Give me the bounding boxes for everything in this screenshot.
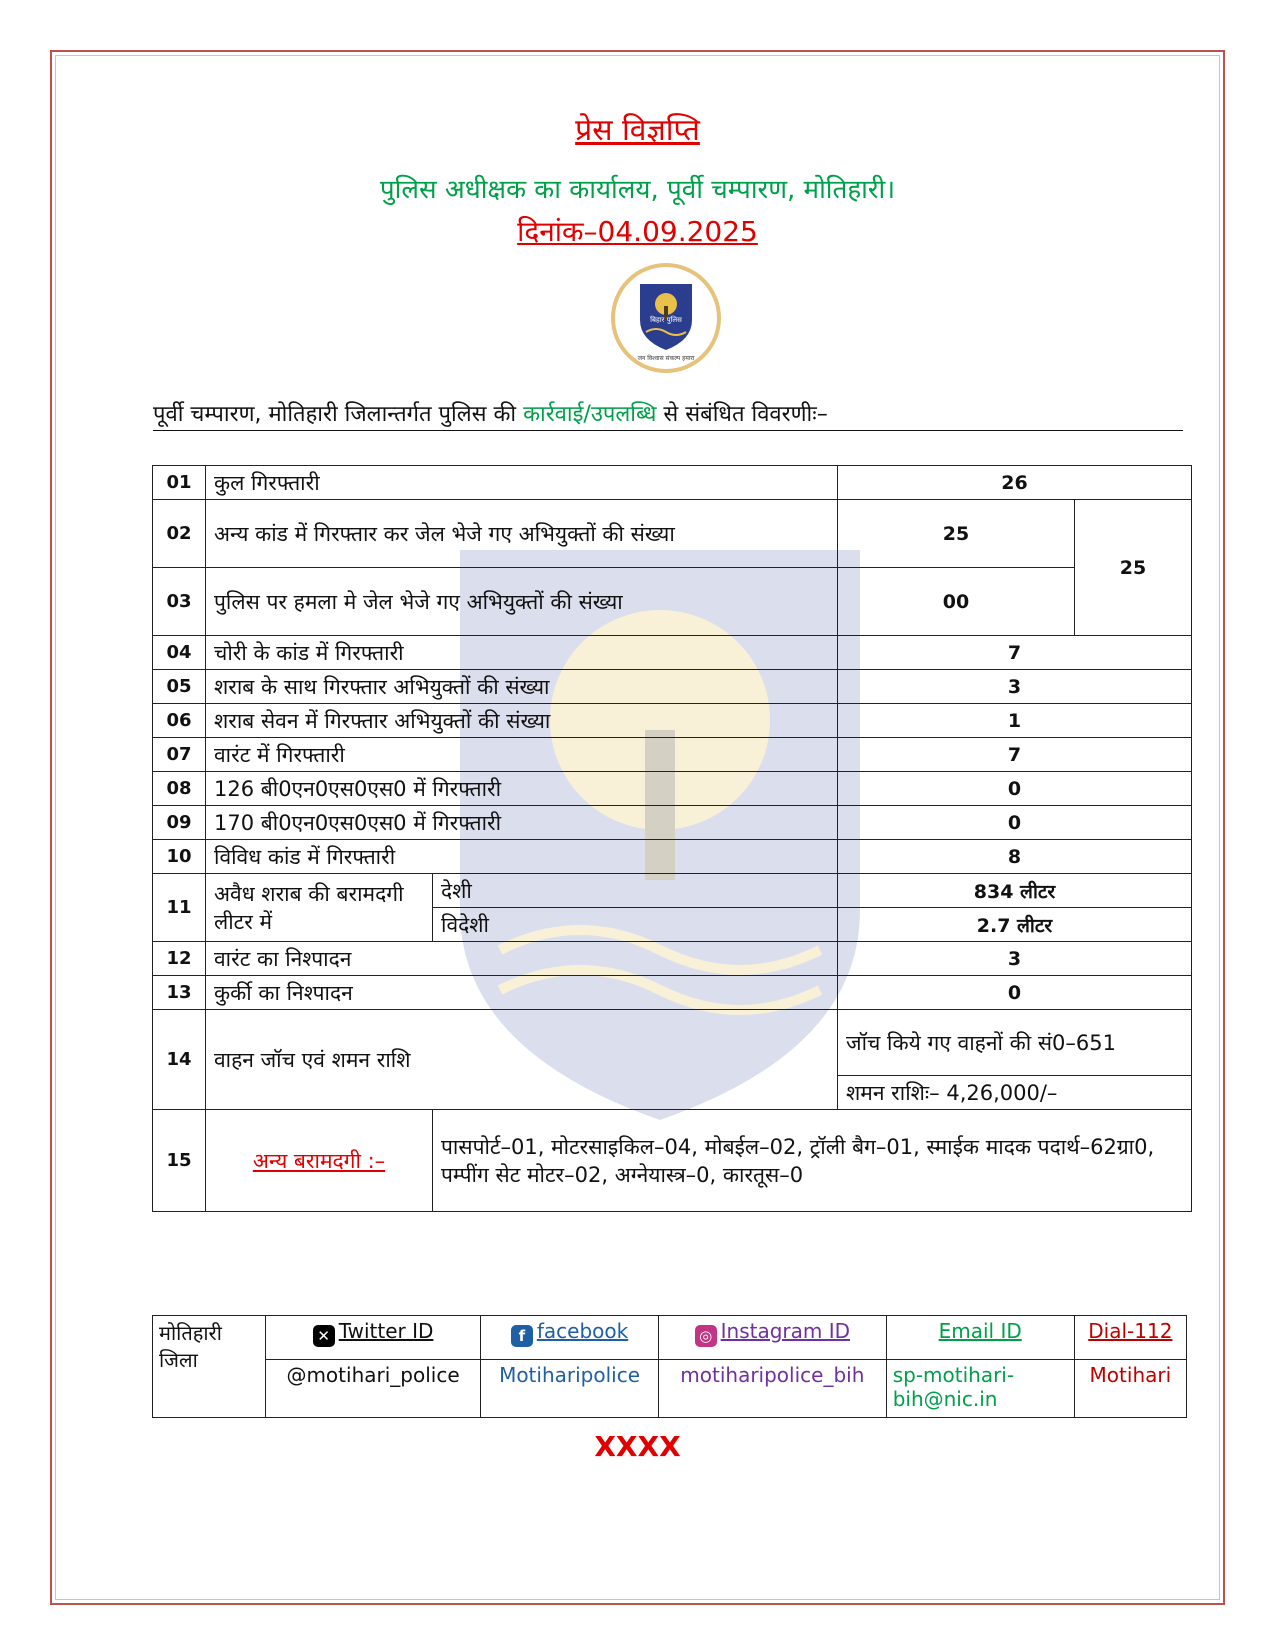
row-02-03-total: 25 — [1075, 500, 1192, 636]
row-value: 0 — [838, 976, 1192, 1010]
instagram-header — [658, 1316, 886, 1360]
row-label: अन्य कांड में गिरफ्तार कर जेल भेजे गए अभियुक्तों की संख्या — [206, 500, 838, 568]
bihar-police-logo — [610, 262, 722, 374]
twitter-header — [266, 1316, 481, 1360]
row-number: 05 — [153, 670, 206, 704]
row-number: 12 — [153, 942, 206, 976]
row-label: पुलिस पर हमला मे जेल भेजे गए अभियुक्तों की संख्या — [206, 568, 838, 636]
row-label: कुर्की का निश्पादन — [206, 976, 838, 1010]
facebook-handle: Motiharipolice — [481, 1360, 659, 1418]
instagram-handle: motiharipolice_bih — [658, 1360, 886, 1418]
twitter-handle: @motihari_police — [266, 1360, 481, 1418]
row-label: चोरी के कांड में गिरफ्तारी — [206, 636, 838, 670]
table-row — [153, 500, 1192, 568]
row-label: वारंट का निश्पादन — [206, 942, 838, 976]
email-label[interactable]: Email ID — [938, 1319, 1022, 1343]
row-number: 02 — [153, 500, 206, 568]
row-label: विविध कांड में गिरफ्तारी — [206, 840, 838, 874]
liquor-videshi-value: 2.7 लीटर — [838, 908, 1192, 942]
row-number: 13 — [153, 976, 206, 1010]
row-number: 09 — [153, 806, 206, 840]
row-number: 15 — [153, 1110, 206, 1212]
table-row — [153, 1110, 1192, 1212]
table-row — [153, 1360, 1187, 1418]
row-number: 10 — [153, 840, 206, 874]
subject-suffix: से संबंधित विवरणीः– — [656, 402, 828, 427]
table-row — [153, 772, 1192, 806]
table-row — [153, 806, 1192, 840]
table-row — [153, 874, 1192, 908]
row-label: अवैध शराब की बरामदगी लीटर में — [206, 874, 433, 942]
row-value: 3 — [838, 670, 1192, 704]
row-label: वारंट में गिरफ्तारी — [206, 738, 838, 772]
row-number: 14 — [153, 1010, 206, 1110]
row-value: 3 — [838, 942, 1192, 976]
instagram-icon: ◎ — [695, 1325, 717, 1347]
row-number: 08 — [153, 772, 206, 806]
svg-text:जन विश्वास संकल्प हमारा: जन विश्वास संकल्प हमारा — [637, 355, 695, 362]
row-number: 11 — [153, 874, 206, 942]
other-recovery-label: अन्य बरामदगी :– — [252, 1148, 386, 1173]
subject-highlight: कार्रवाई/उपलब्धि — [523, 402, 657, 427]
table-row — [153, 670, 1192, 704]
row-label: शराब के साथ गिरफ्तार अभियुक्तों की संख्या — [206, 670, 838, 704]
row-value: 26 — [838, 466, 1192, 500]
row-value: 25 — [838, 500, 1075, 568]
vehicle-check-count: जॉच किये गए वाहनों की सं0–651 — [838, 1010, 1192, 1076]
table-row — [153, 738, 1192, 772]
x-twitter-icon: ✕ — [313, 1325, 335, 1347]
row-value: 0 — [838, 772, 1192, 806]
press-release-title: प्रेस विज्ञप्ति — [575, 113, 700, 148]
subject-line — [153, 398, 1183, 431]
row-label: शराब सेवन में गिरफ्तार अभियुक्तों की संख्या — [206, 704, 838, 738]
table-row — [153, 1010, 1192, 1076]
liquor-desi-value: 834 लीटर — [838, 874, 1192, 908]
row-value: 00 — [838, 568, 1075, 636]
row-label: कुल गिरफ्तारी — [206, 466, 838, 500]
liquor-videshi-label: विदेशी — [433, 908, 838, 942]
table-row — [153, 466, 1192, 500]
row-label: 126 बी0एन0एस0एस0 में गिरफ्तारी — [206, 772, 838, 806]
table-row — [153, 636, 1192, 670]
end-mark: XXXX — [594, 1430, 681, 1463]
dial-label[interactable]: Dial-112 — [1088, 1319, 1173, 1343]
table-row — [153, 942, 1192, 976]
table-row — [153, 704, 1192, 738]
row-value: 1 — [838, 704, 1192, 738]
table-row — [153, 840, 1192, 874]
email-header — [886, 1316, 1074, 1360]
fine-amount: शमन राशिः– 4,26,000/– — [838, 1076, 1192, 1110]
action-summary-table — [152, 465, 1192, 1212]
table-row — [153, 568, 1192, 636]
district-label: मोतिहारी जिला — [153, 1316, 266, 1418]
twitter-label[interactable]: Twitter ID — [338, 1319, 434, 1343]
liquor-desi-label: देशी — [433, 874, 838, 908]
other-recovery-value: पासपोर्ट–01, मोटरसाइकिल–04, मोबईल–02, ट्रॉली बैग–01, स्माईक मादक पदार्थ–62ग्रा0, पम्पींग सेट मोटर–02, अग्नेयास्त्र–0, कारतूस–0 — [433, 1110, 1192, 1212]
row-label: 170 बी0एन0एस0एस0 में गिरफ्तारी — [206, 806, 838, 840]
dial-location: Motihari — [1074, 1360, 1186, 1418]
row-number: 06 — [153, 704, 206, 738]
facebook-label[interactable]: facebook — [536, 1319, 629, 1343]
row-number: 04 — [153, 636, 206, 670]
instagram-label[interactable]: Instagram ID — [720, 1319, 851, 1343]
row-value: 0 — [838, 806, 1192, 840]
facebook-header — [481, 1316, 659, 1360]
release-date: दिनांक–04.09.2025 — [517, 215, 758, 248]
row-number: 03 — [153, 568, 206, 636]
table-row — [153, 1316, 1187, 1360]
table-row — [153, 976, 1192, 1010]
row-value: 8 — [838, 840, 1192, 874]
dial-header — [1074, 1316, 1186, 1360]
row-number: 07 — [153, 738, 206, 772]
row-label — [206, 1110, 433, 1212]
row-value: 7 — [838, 636, 1192, 670]
office-name: पुलिस अधीक्षक का कार्यालय, पूर्वी चम्पारण, मोतिहारी। — [379, 175, 896, 205]
subject-prefix: पूर्वी चम्पारण, मोतिहारी जिलान्तर्गत पुलिस की — [153, 402, 524, 427]
row-value: 7 — [838, 738, 1192, 772]
row-label: वाहन जॉच एवं शमन राशि — [206, 1010, 838, 1110]
email-address: sp-motihari-bih@nic.in — [886, 1360, 1074, 1418]
social-contacts-table — [152, 1315, 1187, 1418]
svg-text:बिहार पुलिस: बिहार पुलिस — [650, 316, 682, 324]
row-number: 01 — [153, 466, 206, 500]
facebook-icon: f — [511, 1325, 533, 1347]
